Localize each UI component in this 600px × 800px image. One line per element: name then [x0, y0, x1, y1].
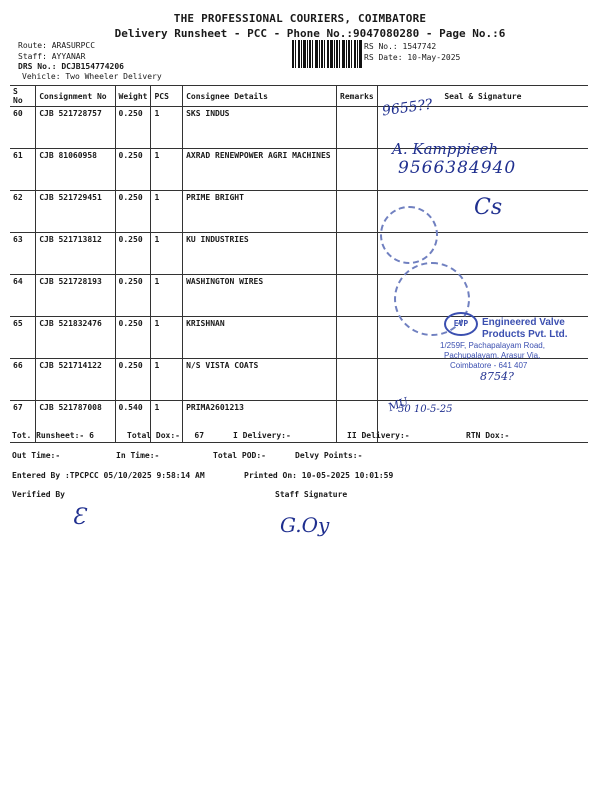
stamp-company-line1: Engineered Valve: [482, 317, 565, 328]
cell-remarks: [337, 275, 378, 317]
handwriting-row61-name: A. Kamppieeh: [392, 140, 499, 158]
cell-consignment: CJB 521729451: [36, 191, 115, 233]
handwriting-row67-a: MU: [386, 394, 411, 415]
staff-signature: G.Oy: [280, 513, 330, 537]
runsheet-subtitle: Delivery Runsheet - PCC - Phone No.:9047080280 - Page No.:6: [114, 27, 506, 40]
stamp-address-line3: Coimbatore - 641 407: [450, 361, 528, 370]
barcode: [292, 40, 362, 68]
handwriting-row61-phone: 9566384940: [398, 158, 517, 178]
cell-consignee: KU INDUSTRIES: [183, 233, 337, 275]
cell-pcs: 1: [151, 107, 183, 149]
tot-runsheet: Tot. Runsheet:- 6: [12, 431, 94, 440]
rs-no-label: RS No.: 1547742: [364, 42, 437, 51]
ii-delivery: II Delivery:-: [347, 431, 410, 440]
entered-by: Entered By :TPCPCC 05/10/2025 9:58:14 AM: [12, 471, 205, 480]
handwriting-row66: 8754?: [480, 370, 514, 383]
cell-consignee: SKS INDUS: [183, 107, 337, 149]
col-weight: Weight: [115, 86, 151, 107]
total-dox: Total Dox:- 67: [127, 431, 205, 440]
evp-logo: EVP: [444, 312, 478, 336]
cell-consignee: N/S VISTA COATS: [183, 359, 337, 401]
cell-weight: 0.540: [115, 401, 151, 443]
stamp-address-line1: 1/259F, Pachapalayam Road,: [440, 341, 545, 350]
cell-sno: 66: [10, 359, 36, 401]
cell-sno: 67: [10, 401, 36, 443]
cell-consignment: CJB 521714122: [36, 359, 115, 401]
table-row: [10, 107, 588, 149]
cell-weight: 0.250: [115, 233, 151, 275]
cell-consignee: WASHINGTON WIRES: [183, 275, 337, 317]
col-sno: S No: [10, 86, 36, 107]
col-consignment: Consignment No: [36, 86, 115, 107]
cell-sno: 64: [10, 275, 36, 317]
staff-signature-label: Staff Signature: [275, 490, 348, 499]
verified-signature: Ɛ: [72, 505, 86, 530]
stamp-address-line2: Pachupalayam, Arasur Via,: [444, 351, 541, 360]
drs-label: DRS No.: DCJB154774206: [18, 62, 124, 71]
total-pod: Total POD:-: [213, 451, 266, 460]
cell-sno: 61: [10, 149, 36, 191]
cell-pcs: 1: [151, 233, 183, 275]
cell-pcs: 1: [151, 275, 183, 317]
rs-date-label: RS Date: 10-May-2025: [364, 53, 461, 62]
staff-label: Staff: AYYANAR: [18, 52, 86, 61]
cell-consignment: CJB 81060958: [36, 149, 115, 191]
cell-consignment: CJB 521728193: [36, 275, 115, 317]
cell-remarks: [337, 191, 378, 233]
cell-remarks: [337, 107, 378, 149]
verified-by-label: Verified By: [12, 490, 65, 499]
printed-on: Printed On: 10-05-2025 10:01:59: [244, 471, 394, 480]
cell-pcs: 1: [151, 149, 183, 191]
handwriting-row67-b: 50 10-5-25: [398, 404, 453, 415]
company-title: THE PROFESSIONAL COURIERS, COIMBATORE: [173, 12, 427, 25]
cell-remarks: [337, 359, 378, 401]
cell-consignment: CJB 521832476: [36, 317, 115, 359]
table-header-row: [10, 86, 588, 107]
cell-remarks: [337, 149, 378, 191]
cell-remarks: [337, 317, 378, 359]
col-consignee: Consignee Details: [183, 86, 337, 107]
cell-sno: 65: [10, 317, 36, 359]
cell-weight: 0.250: [115, 149, 151, 191]
col-remarks: Remarks: [337, 86, 378, 107]
cell-pcs: 1: [151, 401, 183, 443]
cell-pcs: 1: [151, 191, 183, 233]
runsheet-table: [10, 85, 588, 443]
cell-weight: 0.250: [115, 191, 151, 233]
cell-weight: 0.250: [115, 359, 151, 401]
i-delivery: I Delivery:-: [233, 431, 291, 440]
cell-consignee: AXRAD RENEWPOWER AGRI MACHINES: [183, 149, 337, 191]
cell-consignee: KRISHNAN: [183, 317, 337, 359]
handwriting-row60: 9655??: [381, 96, 434, 120]
cell-sno: 60: [10, 107, 36, 149]
cell-sno: 63: [10, 233, 36, 275]
handwriting-row62: Cs: [474, 195, 503, 220]
cell-weight: 0.250: [115, 317, 151, 359]
in-time: In Time:-: [116, 451, 160, 460]
rubber-stamp-row63: [380, 206, 438, 264]
rtn-dox: RTN Dox:-: [466, 431, 510, 440]
cell-consignment: CJB 521728757: [36, 107, 115, 149]
cell-weight: 0.250: [115, 275, 151, 317]
stamp-company-line2: Products Pvt. Ltd.: [482, 329, 568, 340]
col-seal: Seal & Signature: [377, 86, 588, 107]
cell-pcs: 1: [151, 317, 183, 359]
cell-consignment: CJB 521713812: [36, 233, 115, 275]
table-row: [10, 275, 588, 317]
cell-consignee: PRIMA2601213: [183, 401, 337, 443]
cell-pcs: 1: [151, 359, 183, 401]
route-label: Route: ARASURPCC: [18, 41, 96, 50]
table-row: [10, 233, 588, 275]
col-pcs: PCS: [151, 86, 183, 107]
vehicle-label: Vehicle: Two Wheeler Delivery: [22, 72, 162, 81]
cell-consignee: PRIME BRIGHT: [183, 191, 337, 233]
cell-weight: 0.250: [115, 107, 151, 149]
cell-sno: 62: [10, 191, 36, 233]
cell-consignment: CJB 521787008: [36, 401, 115, 443]
out-time: Out Time:-: [12, 451, 61, 460]
cell-remarks: [337, 233, 378, 275]
delvy-points: Delvy Points:-: [295, 451, 363, 460]
